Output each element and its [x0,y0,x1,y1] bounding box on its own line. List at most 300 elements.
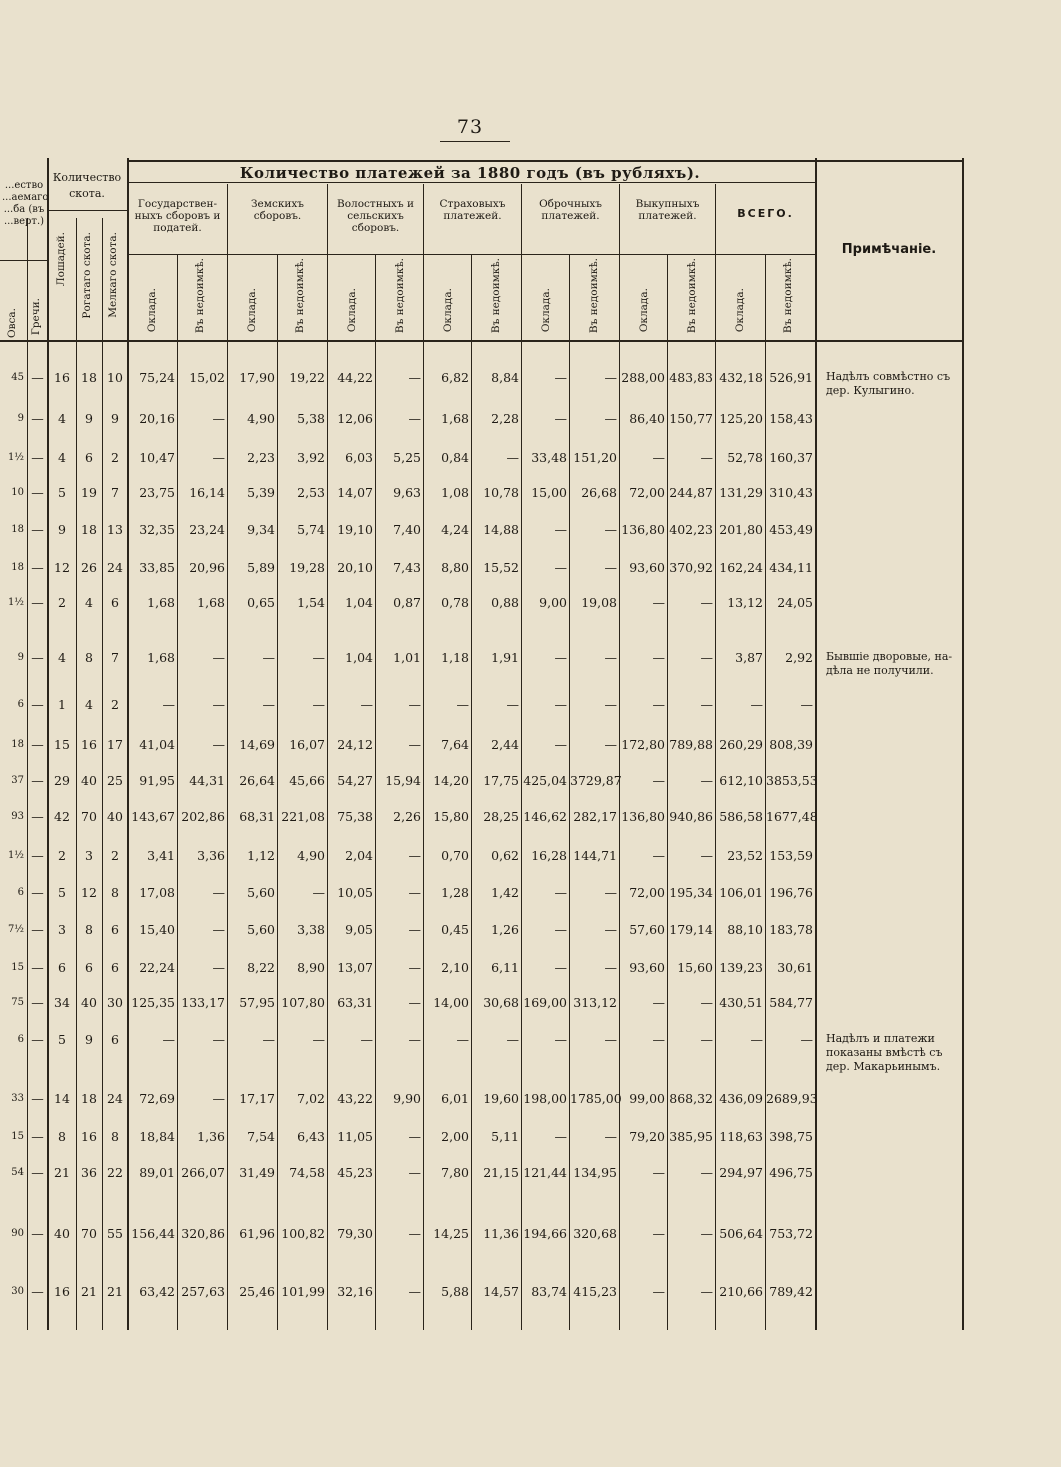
table-cell: — [31,922,44,937]
table-cell: — [604,960,617,975]
col-assessed-7: Оклада. [734,288,746,333]
table-cell: 210,66 [719,1284,763,1299]
table-cell: 1,28 [441,885,469,900]
livestock-col-1: Лошадей. [55,232,67,287]
table-cell: — [554,1032,567,1047]
table-cell: 15,94 [385,773,421,788]
column-rule [962,158,964,1330]
table-cell: 7 [111,650,119,665]
table-cell: 24,12 [337,737,373,752]
table-cell: 21 [107,1284,123,1299]
table-cell: 54,27 [337,773,373,788]
payment-group-3: Волостныхъ и сельскихъ сборовъ. [336,198,414,234]
table-row [0,1163,816,1183]
col-arrears-4: Въ недоимкѣ. [490,258,502,334]
table-cell: — [554,1129,567,1144]
table-cell: 16 [54,370,70,385]
table-cell: 106,01 [719,885,763,900]
column-rule [521,184,522,1330]
table-cell: 70 [81,1226,97,1241]
table-row [0,368,816,388]
table-cell: 25,46 [239,1284,275,1299]
table-cell: — [604,737,617,752]
table-cell: 121,44 [523,1165,567,1180]
payment-group-1: Государствен- ныхъ сборовъ и податей. [134,198,221,234]
table-cell: — [312,697,325,712]
table-cell: 32,16 [337,1284,373,1299]
table-cell: 7,54 [247,1129,275,1144]
table-cell: — [31,560,44,575]
table-cell: 72,00 [629,485,665,500]
table-cell: 6 [17,1034,24,1045]
table-cell: 14,88 [483,522,519,537]
table-cell: 294,97 [719,1165,763,1180]
table-cell: — [360,697,373,712]
table-cell: 6 [17,699,24,710]
table-cell: — [604,370,617,385]
table-cell: — [652,848,665,863]
table-cell: 0,70 [441,848,469,863]
table-cell: 3,38 [297,922,325,937]
table-cell: 5,11 [491,1129,519,1144]
table-cell: 18 [11,739,24,750]
table-cell: — [408,411,421,426]
table-cell: — [408,1226,421,1241]
table-cell: 10 [107,370,123,385]
table-cell: — [408,922,421,937]
table-cell: 0,45 [441,922,469,937]
table-cell: — [700,1032,713,1047]
table-cell: — [212,450,225,465]
table-row [0,1224,816,1244]
col-assessed-4: Оклада. [442,288,454,333]
table-cell: 17,08 [139,885,175,900]
table-cell: 9,34 [247,522,275,537]
table-cell: 282,17 [573,809,617,824]
table-cell: 1,01 [393,650,421,665]
table-cell: 15,00 [531,485,567,500]
table-cell: 93,60 [629,560,665,575]
table-cell: 54 [11,1167,24,1178]
payment-group-6: Выкупныхъ платежей. [635,198,700,222]
col-assessed-3: Оклада. [346,288,358,333]
table-cell: 22 [107,1165,123,1180]
table-cell: 453,49 [769,522,813,537]
table-cell: 198,00 [523,1091,567,1106]
table-cell: 4,24 [441,522,469,537]
table-cell: — [700,1284,713,1299]
page-number-rule [440,141,510,142]
table-cell: — [162,697,175,712]
payment-group-2: Земскихъ сборовъ. [251,198,304,222]
table-cell: 3,41 [147,848,175,863]
table-cell: 26,68 [581,485,617,500]
table-cell: 75,38 [337,809,373,824]
table-cell: — [604,697,617,712]
table-cell: 2,00 [441,1129,469,1144]
table-cell: 156,44 [131,1226,175,1241]
table-cell: — [700,697,713,712]
table-cell: 26,64 [239,773,275,788]
table-cell: 37 [11,775,24,786]
table-cell: 6,43 [297,1129,325,1144]
table-cell: 3 [58,922,66,937]
table-cell: 9,90 [393,1091,421,1106]
col-assessed-6: Оклада. [638,288,650,333]
table-cell: 30,61 [777,960,813,975]
table-cell: 9,05 [345,922,373,937]
table-cell: — [700,450,713,465]
table-cell: — [652,1226,665,1241]
table-cell: — [652,773,665,788]
table-row [0,1089,816,1109]
table-cell: 313,12 [573,995,617,1010]
table-cell: 6,82 [441,370,469,385]
table-cell: 221,08 [281,809,325,824]
table-cell: 40 [107,809,123,824]
table-cell: — [262,650,275,665]
table-cell: 612,10 [719,773,763,788]
table-cell: 183,78 [769,922,813,937]
table-cell: 5,25 [393,450,421,465]
table-cell: 266,07 [181,1165,225,1180]
table-cell: — [31,595,44,610]
table-cell: — [700,848,713,863]
table-cell: — [31,485,44,500]
table-cell: — [604,1032,617,1047]
table-row [0,1030,816,1050]
table-cell: 310,43 [769,485,813,500]
table-cell: 72,00 [629,885,665,900]
table-cell: — [554,960,567,975]
table-cell: — [31,737,44,752]
table-cell: 8 [111,885,119,900]
table-cell: — [604,650,617,665]
table-cell: 1785,00 [570,1091,622,1106]
page-number: 73 [456,116,484,138]
col-arrears-6: Въ недоимкѣ. [686,258,698,334]
table-cell: 0,84 [441,450,469,465]
table-cell: 320,86 [181,1226,225,1241]
table-cell: — [212,885,225,900]
table-cell: 153,59 [769,848,813,863]
table-row [0,920,816,940]
col-assessed-5: Оклада. [540,288,552,333]
table-cell: 6 [111,1032,119,1047]
table-cell: 436,09 [719,1091,763,1106]
table-cell: 398,75 [769,1129,813,1144]
table-cell: — [800,697,813,712]
table-cell: 12 [54,560,70,575]
table-cell: 483,83 [669,370,713,385]
table-cell: 146,62 [523,809,567,824]
table-cell: 16 [81,1129,97,1144]
table-cell: 7,02 [297,1091,325,1106]
table-cell: 24 [107,1091,123,1106]
table-cell: — [652,1032,665,1047]
table-cell: 7,64 [441,737,469,752]
table-cell: — [408,1032,421,1047]
table-cell: 11,36 [483,1226,519,1241]
table-cell: — [700,773,713,788]
table-cell: — [31,1284,44,1299]
table-cell: 21 [54,1165,70,1180]
table-cell: 14,07 [337,485,373,500]
table-cell: — [31,411,44,426]
table-cell: 195,34 [669,885,713,900]
table-cell: — [554,560,567,575]
table-cell: 162,24 [719,560,763,575]
table-cell: 3,87 [735,650,763,665]
table-cell: 79,20 [629,1129,665,1144]
table-cell: 45,23 [337,1165,373,1180]
table-cell: 13,12 [727,595,763,610]
table-cell: 1,36 [197,1129,225,1144]
table-cell: 15,60 [677,960,713,975]
table-cell: 7,43 [393,560,421,575]
table-cell: 10,78 [483,485,519,500]
table-cell: 14,57 [483,1284,519,1299]
table-cell: — [31,848,44,863]
table-cell: 2,92 [785,650,813,665]
table-cell: — [408,1165,421,1180]
table-cell: — [31,1032,44,1047]
table-cell: 16 [54,1284,70,1299]
table-cell: 5 [58,485,66,500]
table-cell: — [212,697,225,712]
grain-col-buckwheat: Гречи. [30,298,42,336]
table-cell: 3 [85,848,93,863]
table-cell: 23,24 [189,522,225,537]
table-cell: 21 [81,1284,97,1299]
table-cell: 14,00 [433,995,469,1010]
table-cell: 7½ [7,924,24,935]
table-cell: 139,23 [719,960,763,975]
table-cell: 19,22 [289,370,325,385]
table-row [0,593,816,613]
table-cell: — [31,697,44,712]
table-cell: 125,35 [131,995,175,1010]
table-cell: — [31,885,44,900]
table-cell: 5,38 [297,411,325,426]
table-cell: — [212,1091,225,1106]
table-cell: 10,47 [139,450,175,465]
table-cell: 9 [58,522,66,537]
table-cell: 44,22 [337,370,373,385]
table-cell: 118,63 [719,1129,763,1144]
table-cell: 24,05 [777,595,813,610]
table-cell: 150,77 [669,411,713,426]
table-cell: — [31,773,44,788]
table-cell: — [750,697,763,712]
table-cell: 57,95 [239,995,275,1010]
table-cell: 143,67 [131,809,175,824]
col-arrears-5: Въ недоимкѣ. [588,258,600,334]
table-cell: 2,28 [491,411,519,426]
table-cell: 169,00 [523,995,567,1010]
col-arrears-2: Въ недоимкѣ. [294,258,306,334]
table-cell: 7,40 [393,522,421,537]
table-cell: — [31,809,44,824]
table-cell: 15 [54,737,70,752]
table-cell: 18 [81,522,97,537]
table-cell: 1,26 [491,922,519,937]
table-cell: 15,52 [483,560,519,575]
table-cell: — [554,697,567,712]
table-cell: — [554,370,567,385]
table-cell: 18,84 [139,1129,175,1144]
table-cell: 17 [107,737,123,752]
table-cell: 158,43 [769,411,813,426]
table-cell: 63,42 [139,1284,175,1299]
table-cell: 1½ [7,597,24,608]
table-cell: — [31,1091,44,1106]
grain-group-header: ...ество ...аемаго ...ба (въ ...верт.) [2,180,49,227]
table-cell: 9 [85,411,93,426]
table-cell: — [31,450,44,465]
table-cell: 131,29 [719,485,763,500]
table-cell: 44,31 [189,773,225,788]
table-cell: 5,60 [247,922,275,937]
table-cell: 6,11 [491,960,519,975]
table-cell: 93,60 [629,960,665,975]
table-cell: 6 [85,450,93,465]
table-cell: 86,40 [629,411,665,426]
payment-group-5: Оброчныхъ платежей. [539,198,602,222]
table-cell: 151,20 [573,450,617,465]
table-cell: 8,90 [297,960,325,975]
table-cell: — [554,411,567,426]
table-cell: 1,91 [491,650,519,665]
table-cell: 133,17 [181,995,225,1010]
table-cell: 2,10 [441,960,469,975]
table-cell: 425,04 [523,773,567,788]
table-cell: 93 [11,811,24,822]
row-rule [0,340,962,342]
table-cell: 6 [111,960,119,975]
table-cell: 134,95 [573,1165,617,1180]
table-cell: 32,35 [139,522,175,537]
table-cell: 1½ [7,850,24,861]
table-cell: 75 [11,997,24,1008]
grain-col-oats: Овса. [6,308,18,338]
table-cell: 0,87 [393,595,421,610]
table-cell: — [31,522,44,537]
table-cell: — [604,885,617,900]
table-cell: 385,95 [669,1129,713,1144]
table-cell: 6 [85,960,93,975]
table-cell: 0,62 [491,848,519,863]
table-cell: 2,53 [297,485,325,500]
row-rule [127,182,815,183]
table-cell: 16 [81,737,97,752]
table-cell: — [162,1032,175,1047]
table-cell: 288,00 [621,370,665,385]
table-cell: 9 [111,411,119,426]
table-cell: 107,80 [281,995,325,1010]
table-cell: 13 [107,522,123,537]
table-cell: 10,05 [337,885,373,900]
row-note: Надѣлъ и платежи показаны вмѣстѣ съ дер. Макарьинымъ. [826,1032,943,1073]
table-cell: 41,04 [139,737,175,752]
table-cell: — [31,960,44,975]
table-cell: 1,18 [441,650,469,665]
table-cell: 5,89 [247,560,275,575]
table-cell: 8 [85,922,93,937]
payments-banner: Количество платежей за 1880 годъ (въ рубляхъ). [239,164,701,182]
table-cell: 20,16 [139,411,175,426]
table-cell: 2,44 [491,737,519,752]
table-cell: 2689,93 [766,1091,818,1106]
table-cell: — [212,650,225,665]
table-cell: 260,29 [719,737,763,752]
table-cell: 17,17 [239,1091,275,1106]
table-cell: — [456,1032,469,1047]
table-cell: 8,80 [441,560,469,575]
table-cell: — [408,1284,421,1299]
table-cell: 23,75 [139,485,175,500]
table-cell: 33,85 [139,560,175,575]
table-cell: — [800,1032,813,1047]
table-cell: 33,48 [531,450,567,465]
table-cell: 1,08 [441,485,469,500]
table-row [0,993,816,1013]
table-cell: 789,88 [669,737,713,752]
table-cell: — [604,560,617,575]
table-cell: — [652,1165,665,1180]
table-row [0,558,816,578]
table-cell: 4,90 [247,411,275,426]
table-cell: 15,80 [433,809,469,824]
table-cell: 3729,87 [570,773,622,788]
table-cell: 7,80 [441,1165,469,1180]
table-cell: 31,49 [239,1165,275,1180]
table-cell: — [408,960,421,975]
table-cell: — [700,650,713,665]
table-cell: 2 [111,697,119,712]
table-cell: — [652,595,665,610]
table-row [0,958,816,978]
table-cell: 101,99 [281,1284,325,1299]
table-cell: 30,68 [483,995,519,1010]
table-cell: 14 [54,1091,70,1106]
table-cell: 34 [54,995,70,1010]
table-cell: 432,18 [719,370,763,385]
table-cell: 10 [11,487,24,498]
table-cell: 15 [11,962,24,973]
table-cell: 1,04 [345,595,373,610]
table-cell: 36 [81,1165,97,1180]
col-arrears-3: Въ недоимкѣ. [394,258,406,334]
table-cell: 6,01 [441,1091,469,1106]
table-cell: 9 [17,652,24,663]
column-rule [619,184,620,1330]
table-cell: 1,68 [197,595,225,610]
table-cell: 74,58 [289,1165,325,1180]
table-cell: 434,11 [769,560,813,575]
table-cell: 5 [58,1032,66,1047]
table-cell: — [554,737,567,752]
table-cell: 45,66 [289,773,325,788]
table-cell: 1,68 [441,411,469,426]
table-cell: 19,08 [581,595,617,610]
table-cell: 40 [81,773,97,788]
table-cell: 13,07 [337,960,373,975]
table-cell: 19,60 [483,1091,519,1106]
table-cell: 17,75 [483,773,519,788]
table-cell: 22,24 [139,960,175,975]
table-cell: — [31,1165,44,1180]
